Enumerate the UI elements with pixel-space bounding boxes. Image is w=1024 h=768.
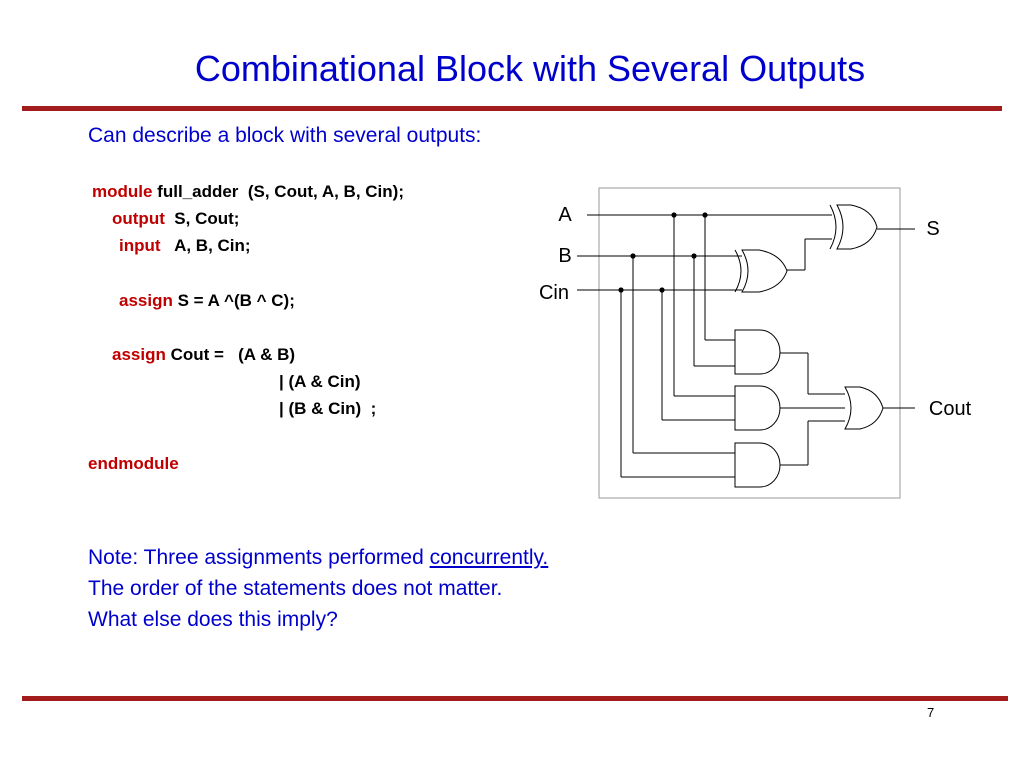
xor-gate-b-cin (735, 250, 787, 292)
slide-title: Combinational Block with Several Outputs (194, 48, 866, 89)
output-ports: S, Cout; (164, 209, 240, 228)
note-prefix: Note: Three assignments performed (88, 546, 430, 569)
keyword-output: output (112, 209, 165, 228)
bottom-divider (22, 696, 1008, 701)
note-line-2: The order of the statements does not matter. (88, 577, 503, 600)
keyword-assign: assign (119, 291, 173, 310)
keyword-module: module (92, 182, 153, 201)
page-number: 7 (927, 705, 935, 720)
code-line-or-b-cin: | (B & Cin) ; (279, 399, 377, 418)
input-label-b: B (558, 245, 572, 267)
code-line-or-a-cin: | (A & Cin) (279, 372, 361, 391)
output-label-cout: Cout (928, 398, 972, 420)
keyword-assign: assign (112, 345, 166, 364)
note-line-1 (88, 542, 548, 573)
or-gate-cout (845, 387, 883, 429)
keyword-endmodule: endmodule (88, 454, 179, 473)
xor-gate-s (830, 205, 877, 249)
notes-block (88, 542, 548, 635)
assign-s-expression: S = A ^(B ^ C); (172, 291, 295, 310)
note-line-3: What else does this imply? (88, 608, 338, 631)
keyword-input: input (119, 236, 161, 255)
and-gate-b-cin (735, 443, 780, 487)
input-label-cin: Cin (538, 282, 570, 304)
intro-text: Can describe a block with several outputs: (88, 124, 482, 147)
module-declaration: full_adder (S, Cout, A, B, Cin); (152, 182, 404, 201)
output-label-s: S (926, 218, 940, 240)
and-gate-a-b (735, 330, 780, 374)
note-emphasis-concurrently: concurrently. (429, 546, 549, 569)
and-gate-a-cin (735, 386, 780, 430)
input-label-a: A (558, 204, 572, 226)
assign-cout-expression: Cout = (A & B) (165, 345, 296, 364)
input-ports: A, B, Cin; (160, 236, 251, 255)
